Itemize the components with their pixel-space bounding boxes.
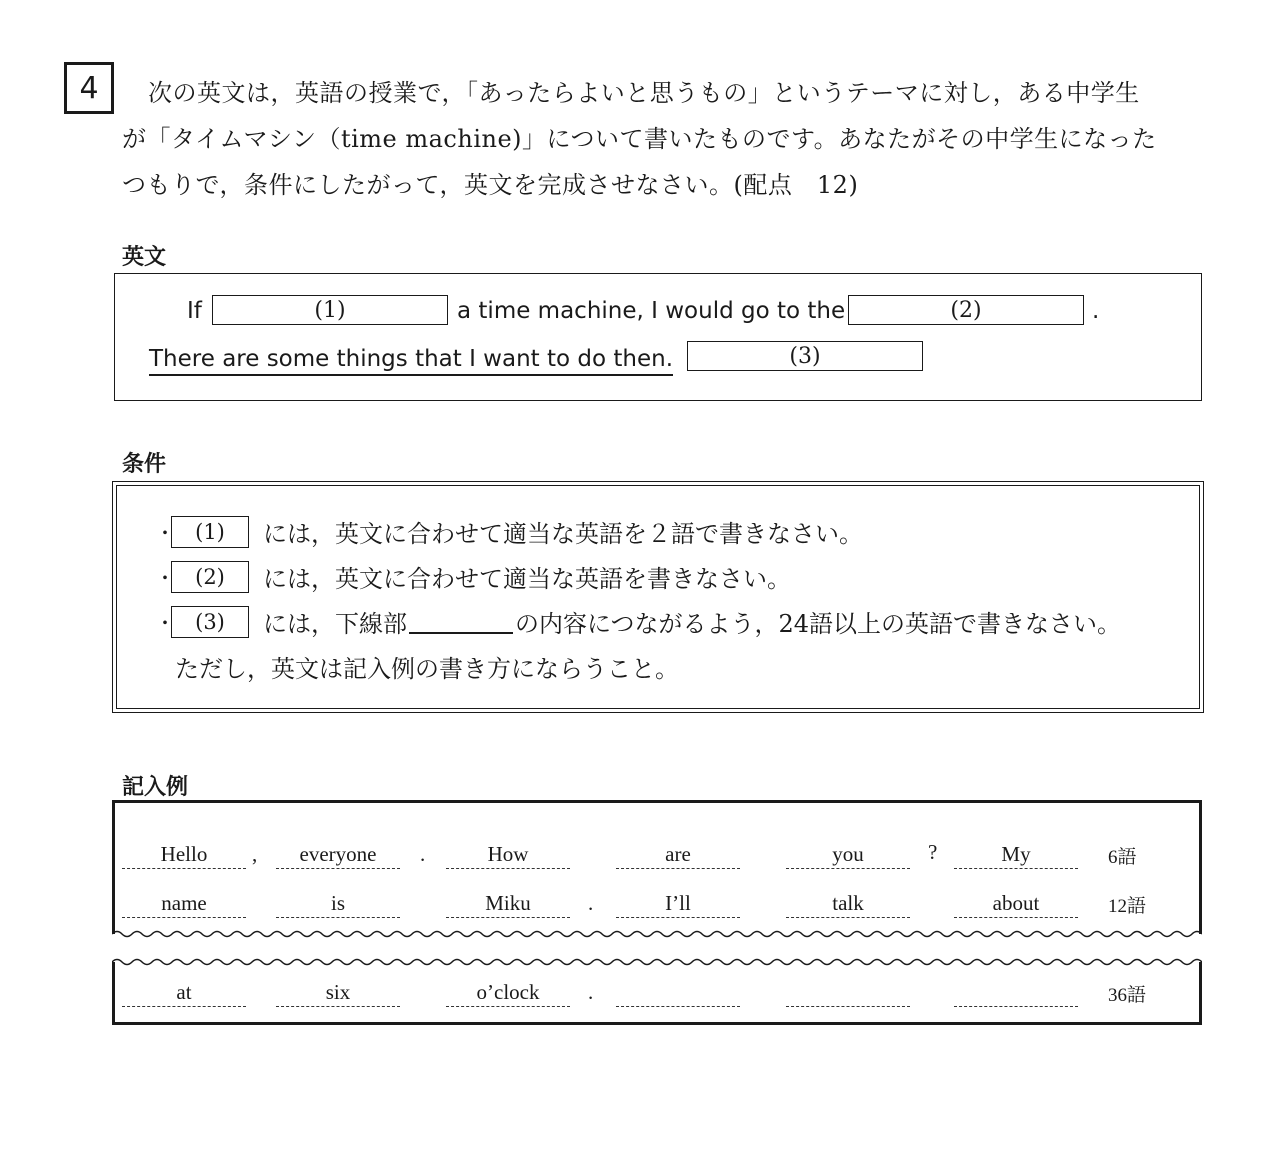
wavy-break-top <box>112 929 1202 939</box>
example-word: Hello <box>122 840 246 869</box>
example-heading: 記入例 <box>122 775 189 800</box>
example-punct: . <box>588 891 594 915</box>
instructions-line-1: 次の英文は，英語の授業で，「あったらよいと思うもの」というテーマに対し，ある中学生 <box>148 79 1140 107</box>
example-word <box>616 978 740 1007</box>
eibun-box <box>114 273 1202 401</box>
instructions-line-2: が「タイムマシン（time machine)」について書いたものです。あなたがその中学生になった <box>122 125 1157 153</box>
example-word: about <box>954 889 1078 918</box>
condition-text-3b: の内容につながるよう，24語以上の英語で書きなさい。 <box>515 610 1122 638</box>
example-word: name <box>122 889 246 918</box>
eibun-middle-text: a time machine, I would go to the <box>457 298 846 324</box>
blank-2[interactable]: (2) <box>848 295 1084 325</box>
conditions-heading: 条件 <box>122 452 167 477</box>
condition-text-1: には，英文に合わせて適当な英語を２語で書きなさい。 <box>263 520 863 548</box>
word-count: 36語 <box>1108 985 1147 1006</box>
eibun-heading: 英文 <box>122 245 167 270</box>
condition-box-1: (1) <box>171 516 249 548</box>
example-word <box>786 978 910 1007</box>
condition-item-2 <box>155 559 791 594</box>
example-word: you <box>786 840 910 869</box>
conditions-box <box>112 481 1204 713</box>
condition-note <box>175 649 679 684</box>
underlined-sentence: There are some things that I want to do then. <box>149 346 673 376</box>
example-punct: . <box>420 842 426 866</box>
eibun-if: If <box>187 298 202 324</box>
example-word: six <box>276 978 400 1007</box>
blank-1[interactable]: (1) <box>212 295 448 325</box>
example-word: How <box>446 840 570 869</box>
example-punct: ? <box>928 840 938 864</box>
example-word <box>954 978 1078 1007</box>
bullet: ・ <box>155 521 175 545</box>
example-word: I’ll <box>616 889 740 918</box>
question-number: 4 <box>64 62 114 114</box>
instructions-line-3: つもりで，条件にしたがって，英文を完成させなさい。(配点 12) <box>122 171 859 199</box>
example-word: are <box>616 840 740 869</box>
blank-3[interactable]: (3) <box>687 341 923 371</box>
condition-box-2: (2) <box>171 561 249 593</box>
bullet: ・ <box>155 566 175 590</box>
bullet: ・ <box>155 611 175 635</box>
condition-item-1 <box>155 514 863 549</box>
condition-note-text: ただし，英文は記入例の書き方にならうこと。 <box>175 655 679 683</box>
example-word: everyone <box>276 840 400 869</box>
example-word: at <box>122 978 246 1007</box>
word-count: 6語 <box>1108 847 1137 868</box>
wavy-break-bottom <box>112 957 1202 967</box>
condition-item-3 <box>155 604 1121 639</box>
word-count: 12語 <box>1108 896 1147 917</box>
example-word: talk <box>786 889 910 918</box>
eibun-period: . <box>1092 298 1100 324</box>
example-punct: , <box>252 842 258 866</box>
example-word: My <box>954 840 1078 869</box>
example-word: o’clock <box>446 978 570 1007</box>
example-punct: . <box>588 980 594 1004</box>
condition-text-2: には，英文に合わせて適当な英語を書きなさい。 <box>263 565 791 593</box>
example-word: Miku <box>446 889 570 918</box>
underline-sample <box>409 610 513 634</box>
instructions <box>122 70 1212 208</box>
example-word: is <box>276 889 400 918</box>
condition-text-3a: には，下線部 <box>263 610 407 638</box>
condition-box-3: (3) <box>171 606 249 638</box>
